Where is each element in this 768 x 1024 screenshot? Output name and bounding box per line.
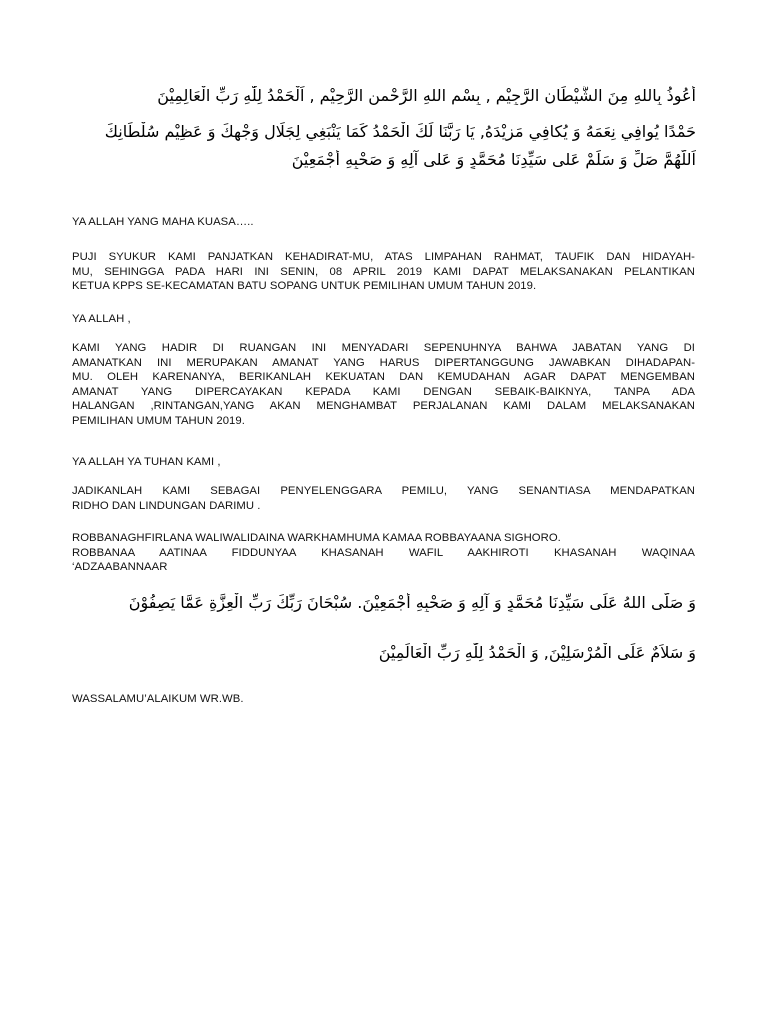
opening-arabic-line-2: حَمْدًا يُوافِي نِعَمَهُ وَ يُكافِي مَزِيْدَهُ, يَا رَبَّنَا لَكَ الْحَمْدُ كَمَا يَنْبَغِي لِجَلَالِ وَجْهِكَ وَ عَظِيْمِ سُلْطَانِكَ [104, 122, 696, 141]
paragraph-3 [72, 484, 695, 513]
doa-block [72, 531, 695, 575]
paragraph-2-line: MU. OLEH KARENANYA, BERIKANLAH KEKUATAN DAN KEMUDAHAN AGAR DAPAT MENGEMBAN [72, 371, 695, 384]
salutation-3: YA ALLAH YA TUHAN KAMI , [72, 456, 221, 468]
closing-greeting: WASSALAMU’ALAIKUM WR.WB. [72, 693, 244, 705]
salutation-2: YA ALLAH , [72, 313, 131, 325]
doa-line: ‘ADZAABANNAAR [72, 561, 168, 574]
paragraph-2-line: AMANATKAN INI MERUPAKAN AMANAT YANG HARUS DIPERTANGGUNG JAWABKAN DIHADAPAN- [72, 356, 695, 369]
closing-arabic-line-1: وَ صَلَّى اللهُ عَلَى سَيِّدِنَا مُحَمَّدٍ وَ آلِهِ وَ صَحْبِهِ أَجْمَعِيْنَ. سُبْحَانَ رَبِّكَ رَبِّ الْعِزَّةِ عَمَّا يَصِفُوْنَ [128, 593, 696, 612]
paragraph-2-line: KAMI YANG HADIR DI RUANGAN INI MENYADARI SEPENUHNYA BAHWA JABATAN YANG DI [72, 342, 695, 354]
paragraph-3-line: RIDHO DAN LINDUNGAN DARIMU . [72, 499, 261, 512]
paragraph-1 [72, 250, 695, 294]
closing-arabic-line-2: وَ سَلاَمٌ عَلَى الْمُرْسَلِيْنَ, وَ الْحَمْدُ لِلّٰهِ رَبِّ الْعَالَمِيْنَ [378, 643, 696, 662]
paragraph-1-line: MU, SEHINGGA PADA HARI INI SENIN, 08 APRIL 2019 KAMI DAPAT MELAKSANAKAN PELANTIKAN [72, 265, 695, 278]
salutation-1: YA ALLAH YANG MAHA KUASA….. [72, 216, 254, 228]
paragraph-1-line: PUJI SYUKUR KAMI PANJATKAN KEHADIRAT-MU, ATAS LIMPAHAN RAHMAT, TAUFIK DAN HIDAYAH- [72, 251, 695, 263]
doa-line: ROBBANAA AATINAA FIDDUNYAA KHASANAH WAFIL AAKHIROTI KHASANAH WAQINAA [72, 546, 695, 559]
paragraph-2-line: PEMILIHAN UMUM TAHUN 2019. [72, 414, 245, 427]
paragraph-2 [72, 341, 695, 429]
paragraph-1-line: KETUA KPPS SE-KECAMATAN BATU SOPANG UNTUK PEMILIHAN UMUM TAHUN 2019. [72, 280, 537, 293]
doa-line: ROBBANAGHFIRLANA WALIWALIDAINA WARKHAMHUMA KAMAA ROBBAYAANA SIGHORO. [72, 532, 561, 544]
opening-arabic-line-3: اَللّهُمَّ صَلِّ وَ سَلِّمْ عَلى سَيِّدِنَا مُحَمَّدٍ وَ عَلى آلِهِ وَ صَحْبِهِ أَجْمَعِيْنَ [291, 150, 696, 169]
paragraph-2-line: HALANGAN ,RINTANGAN,YANG AKAN MENGHAMBAT PERJALANAN KAMI DALAM MELAKSANAKAN [72, 400, 695, 413]
paragraph-3-line: JADIKANLAH KAMI SEBAGAI PENYELENGGARA PEMILU, YANG SENANTIASA MENDAPATKAN [72, 485, 695, 497]
opening-arabic-line-1: أَعُوذُ بِاللهِ مِنَ الشَّيْطَانِ الرَّجِيْمِ , بِسْمِ اللهِ الرَّحْمنِ الرَّحِيْمِ , اَلْحَمْدُ لِلّٰهِ رَبِّ الْعَالِمِيْنَ [157, 86, 696, 105]
paragraph-2-line: AMANAT YANG DIPERCAYAKAN KEPADA KAMI DENGAN SEBAIK-BAIKNYA, TANPA ADA [72, 385, 695, 398]
